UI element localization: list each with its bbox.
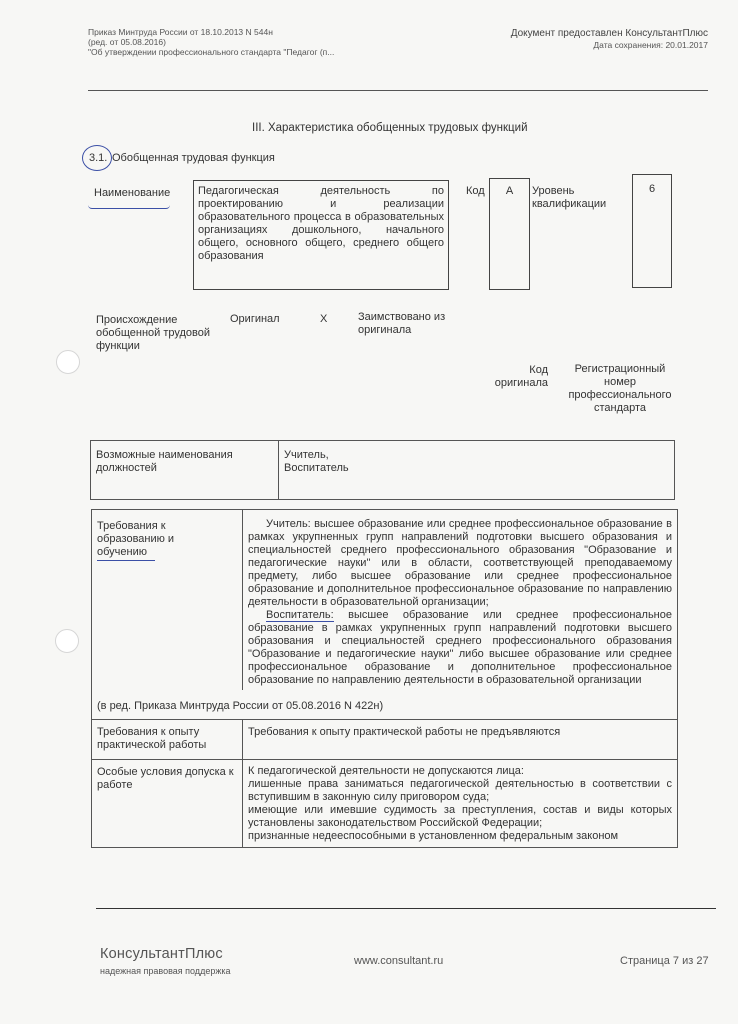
name-value-box xyxy=(193,180,449,290)
section-title: III. Характеристика обобщенных трудовых функций xyxy=(252,122,528,134)
special-intro: К педагогической деятельности не допускаются лица: xyxy=(248,765,524,777)
code-value: А xyxy=(505,185,514,197)
footer-brand: КонсультантПлюс xyxy=(100,946,223,962)
edition-row xyxy=(92,690,678,720)
education-value xyxy=(243,510,678,691)
educator-term: Воспитатель: xyxy=(266,609,334,621)
special-label: Особые условия допуска к работе xyxy=(92,760,243,848)
special-condition-2: имеющие или имевшие судимость за преступления, состав и виды которых установлены законодательством Российской Федерации; xyxy=(248,804,672,829)
positions-label: Возможные наименования должностей xyxy=(91,441,279,500)
document-header-left xyxy=(88,27,408,57)
name-label-underline xyxy=(88,205,170,209)
position-educator: Воспитатель xyxy=(284,462,349,474)
education-educator-paragraph xyxy=(248,609,672,687)
positions-row xyxy=(91,441,675,500)
punch-hole-top xyxy=(56,350,80,374)
code-value-box xyxy=(489,178,530,290)
requirements-table xyxy=(91,509,678,848)
footer-tagline: надежная правовая поддержка xyxy=(100,966,231,976)
level-label: Уровень квалификации xyxy=(532,185,607,210)
header-save-date: Дата сохранения: 20.01.2017 xyxy=(593,40,708,50)
teacher-term: Учитель: xyxy=(266,518,311,530)
experience-value: Требования к опыту практической работы не предъявляются xyxy=(243,720,678,760)
education-label-cell xyxy=(92,510,243,691)
origin-borrowed-label: Заимствовано из оригинала xyxy=(358,311,446,336)
name-value: Педагогическая деятельность по проектированию и реализации образовательного процесса в образовательных организациях дошкольного, начального общего, основного общего, среднего общего образования xyxy=(198,185,444,262)
code-original-label: Код оригинала xyxy=(494,364,548,389)
origin-original-mark: Х xyxy=(320,313,328,325)
level-value-box xyxy=(632,174,672,288)
experience-label: Требования к опыту практической работы xyxy=(92,720,243,760)
origin-original-label: Оригинал xyxy=(230,313,280,325)
punch-hole-bottom xyxy=(55,629,79,653)
position-teacher: Учитель, xyxy=(284,449,329,461)
name-label: Наименование xyxy=(94,187,171,199)
reg-number-label: Регистрационный номер профессионального стандарта xyxy=(568,363,672,414)
footer-page-number: Страница 7 из 27 xyxy=(620,955,709,967)
teacher-requirements: высшее образование или среднее профессиональное образование в рамках укрупненных групп направлений подготовки высшего образования и специальностей среднего профессионального образования "Образование и педагогические науки" или в области, соответствующей преподаваемому предмету, либо высшее образование или среднее профессиональное образование и дополнительное профессиональное образование по направлению деятельности в образовательной организации; xyxy=(248,518,672,608)
header-act-title: Приказ Минтруда России от 18.10.2013 N 544н xyxy=(88,27,273,37)
special-value xyxy=(243,760,678,848)
educator-requirements: высшее образование или среднее профессиональное образование в рамках укрупненных групп направлений подготовки высшего образования и специальностей среднего профессионального образования "Образование и педагогические науки" либо высшее образование или среднее профессиональное образование и дополнительное профессиональное образование по направлению деятельности в образовательной организации xyxy=(248,609,672,686)
header-act-subject: "Об утверждении профессионального стандарта "Педагог (п... xyxy=(88,47,335,57)
education-teacher-paragraph xyxy=(248,518,672,609)
origin-label: Происхождение обобщенной трудовой функции xyxy=(96,314,211,352)
document-header-right xyxy=(511,28,708,50)
special-condition-1: лишенные права заниматься педагогической деятельностью в соответствии с вступившим в законную силу приговором суда; xyxy=(248,778,672,803)
footer-url: www.consultant.ru xyxy=(354,955,444,967)
positions-table xyxy=(90,440,675,500)
education-label: Требования к образованию и обучению xyxy=(97,520,175,558)
special-row xyxy=(92,760,678,848)
footer-divider xyxy=(96,908,716,909)
level-value: 6 xyxy=(648,183,656,195)
subsection-number: 3.1. xyxy=(89,152,108,164)
experience-row xyxy=(92,720,678,760)
positions-value xyxy=(279,441,675,500)
education-row xyxy=(92,510,678,691)
subsection-title: Обобщенная трудовая функция xyxy=(112,152,275,164)
header-edition: (ред. от 05.08.2016) xyxy=(88,37,166,47)
edition-note: (в ред. Приказа Минтруда России от 05.08.2016 N 422н) xyxy=(92,690,678,720)
header-provider: Документ предоставлен КонсультантПлюс xyxy=(510,28,708,39)
header-divider xyxy=(88,90,708,91)
code-label: Код xyxy=(466,185,485,197)
special-condition-3: признанные недееспособными в установленном федеральным законом xyxy=(248,830,619,842)
